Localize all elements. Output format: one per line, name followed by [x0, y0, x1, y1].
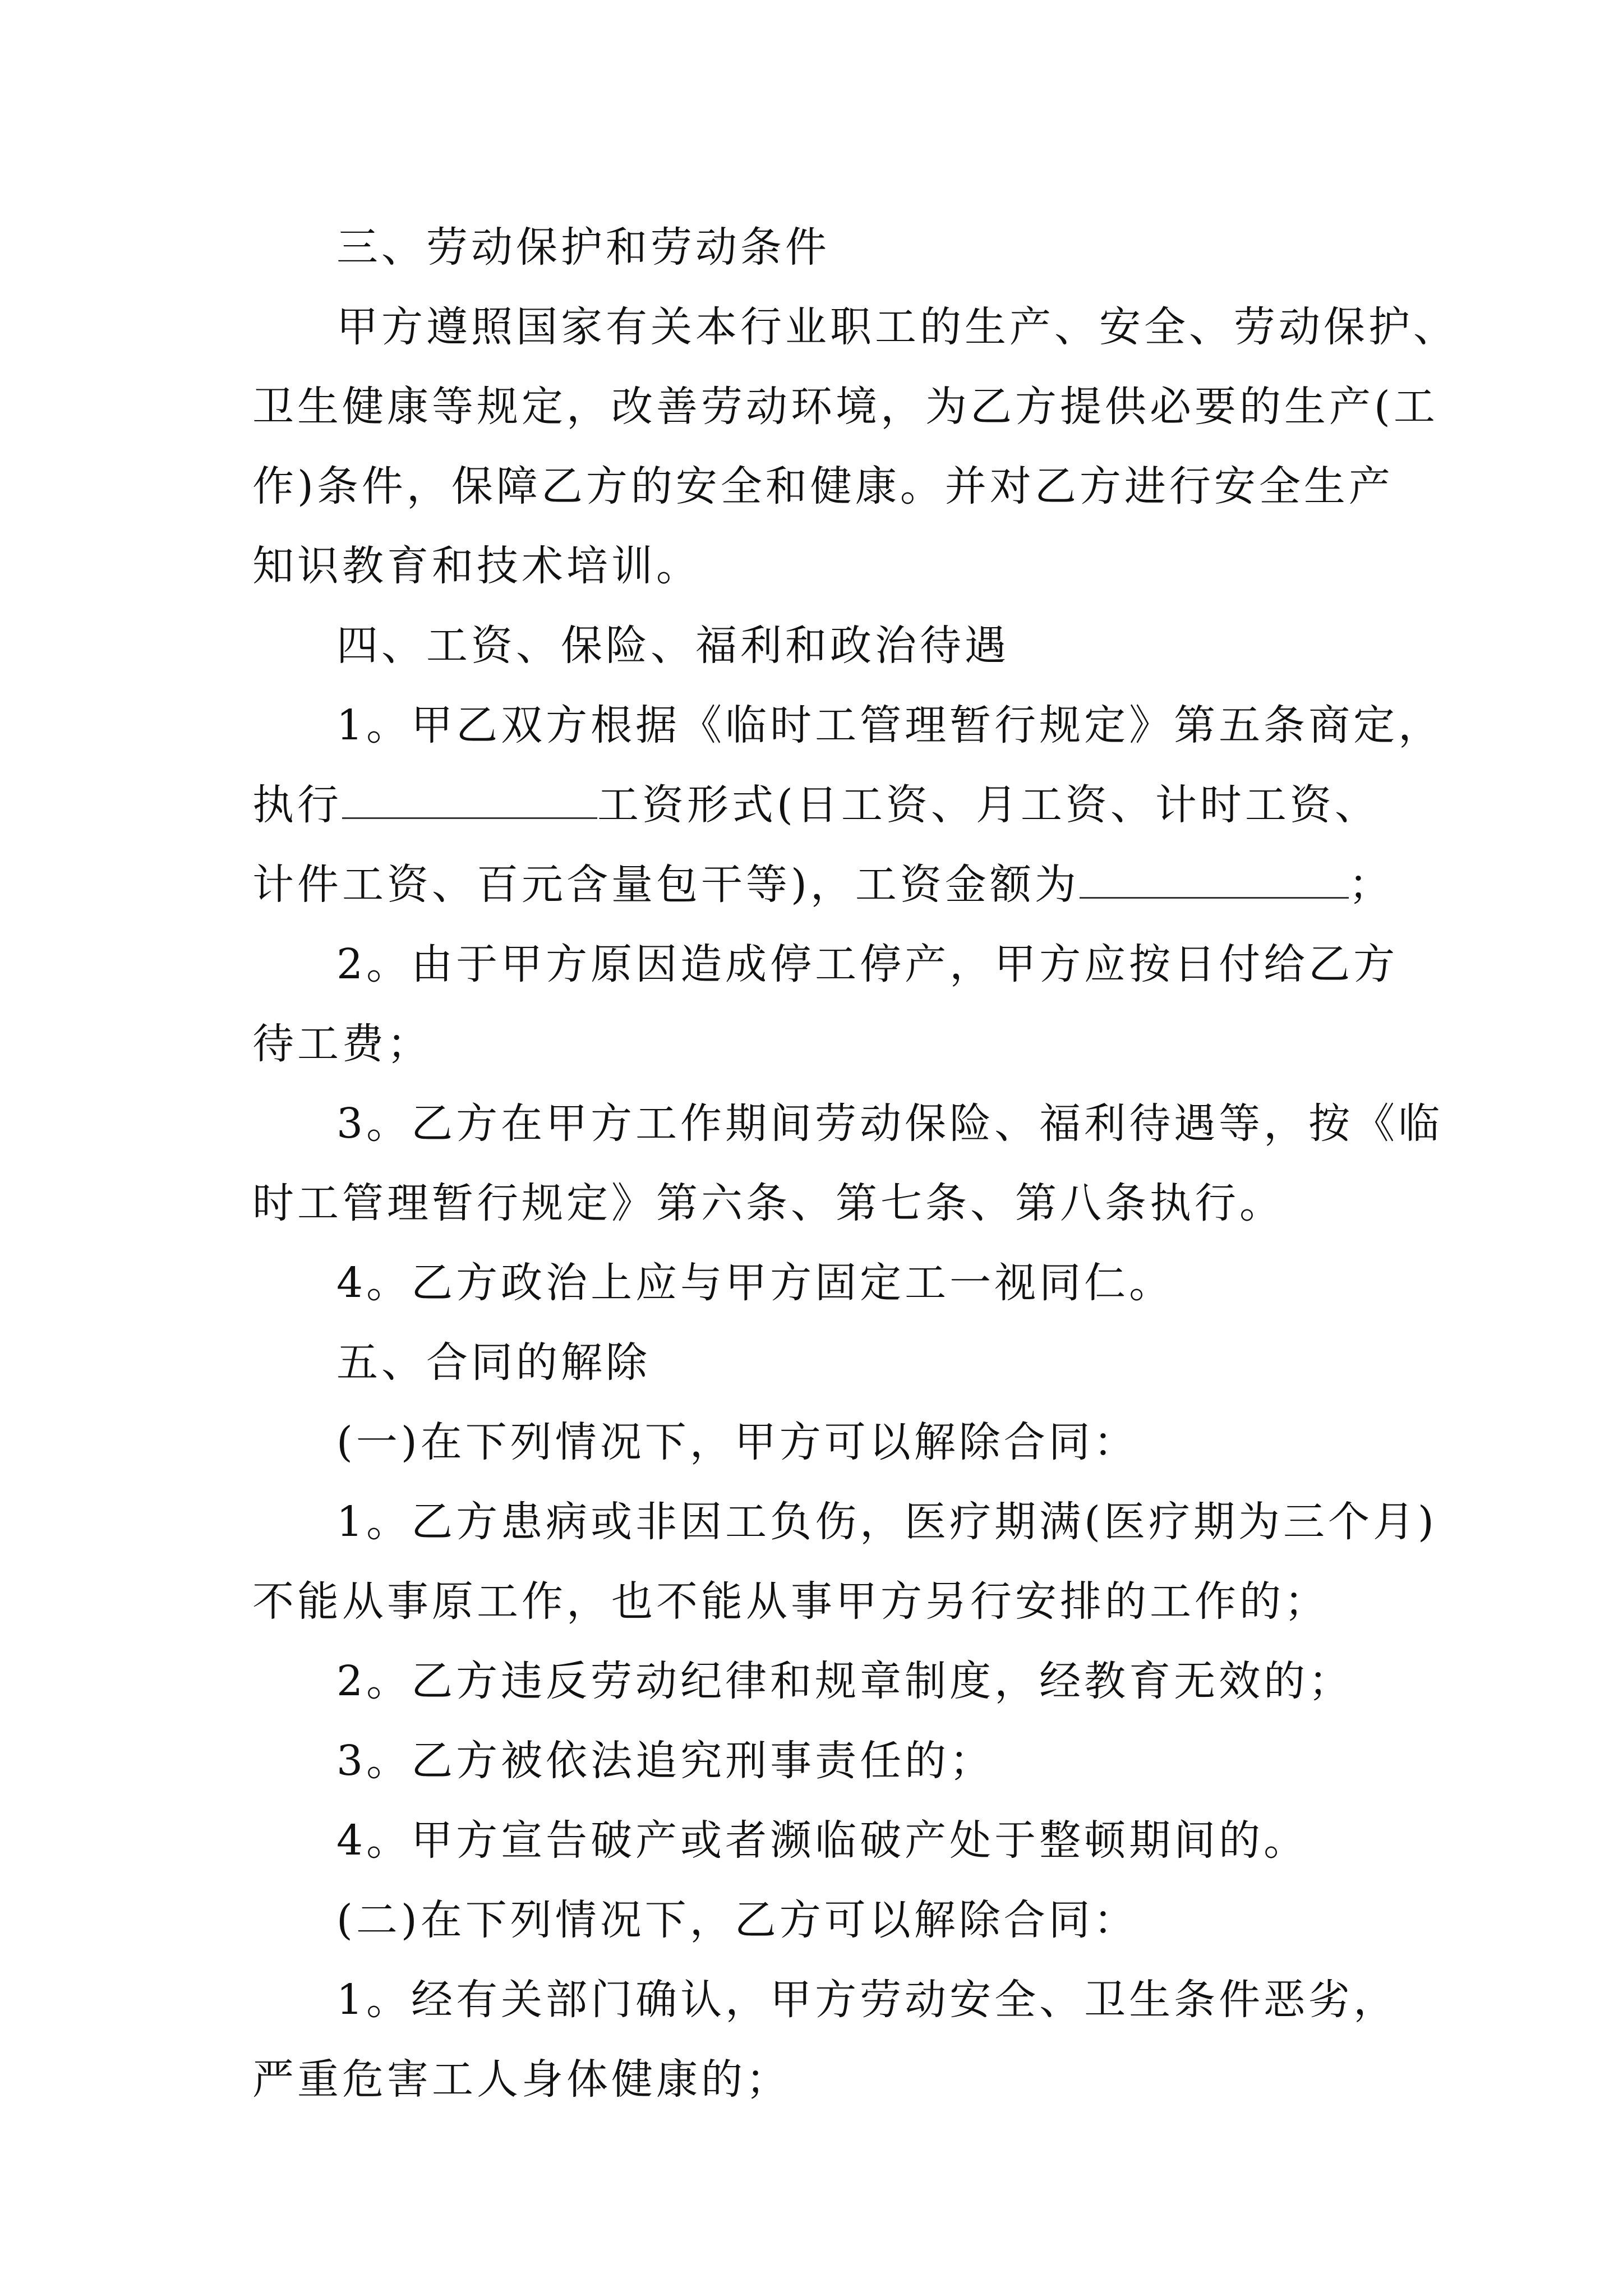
section-5-part-1-item-3: 3。乙方被依法追究刑事责任的； — [336, 1737, 995, 1785]
section-4-item-3-line-1: 3。乙方在甲方工作期间劳动保险、福利待遇等，按《临 — [336, 1099, 1444, 1148]
section-3-paragraph-line-2: 卫生健康等规定，改善劳动环境，为乙方提供必要的生产(工 — [252, 383, 1438, 431]
section-4-item-2-line-1: 2。由于甲方原因造成停工停产，甲方应按日付给乙方 — [336, 940, 1399, 988]
section-4-item-1-line-3 — [252, 845, 1396, 924]
section-4-item-1-line-1: 1。甲乙双方根据《临时工管理暂行规定》第五条商定， — [336, 701, 1444, 749]
section-4-item-1-line-3-prefix: 计件工资、百元含量包干等)，工资金额为 — [252, 861, 1080, 909]
section-3-paragraph-line-3: 作)条件，保障乙方的安全和健康。并对乙方进行安全生产 — [252, 462, 1394, 510]
section-5-part-2-item-1-line-2: 严重危害工人身体健康的； — [252, 2055, 791, 2104]
section-5-part-1-item-1-line-2: 不能从事原工作，也不能从事甲方另行安排的工作的； — [252, 1577, 1329, 1626]
section-3-paragraph-line-1: 甲方遵照国家有关本行业职工的生产、安全、劳动保护、 — [336, 303, 1458, 351]
section-4-item-3-line-2: 时工管理暂行规定》第六条、第七条、第八条执行。 — [252, 1179, 1284, 1227]
document-body — [252, 208, 1458, 2119]
section-5-part-1-heading: (一)在下列情况下，甲方可以解除合同： — [336, 1418, 1138, 1466]
section-4-item-1-line-2-prefix: 执行 — [252, 781, 342, 829]
section-5-part-1-item-4: 4。甲方宣告破产或者濒临破产处于整顿期间的。 — [336, 1816, 1309, 1865]
section-4-item-2-line-2: 待工费； — [252, 1020, 432, 1068]
section-3-paragraph-line-4: 知识教育和技术培训。 — [252, 542, 701, 590]
section-5-heading: 五、合同的解除 — [336, 1338, 651, 1387]
section-4-item-1-line-2-suffix: 工资形式(日工资、月工资、计时工资、 — [597, 781, 1380, 829]
section-4-heading: 四、工资、保险、福利和政治待遇 — [336, 622, 1009, 670]
wage-form-blank[interactable] — [342, 778, 597, 819]
wage-amount-blank[interactable] — [1080, 858, 1349, 899]
section-5-part-2-item-1-line-1: 1。经有关部门确认，甲方劳动安全、卫生条件恶劣， — [336, 1976, 1399, 2024]
section-5-part-1-item-2: 2。乙方违反劳动纪律和规章制度，经教育无效的； — [336, 1657, 1354, 1705]
section-4-item-1-line-2 — [252, 765, 1396, 845]
section-4-item-4: 4。乙方政治上应与甲方固定工一视同仁。 — [336, 1259, 1174, 1307]
section-5-part-2-heading: (二)在下列情况下，乙方可以解除合同： — [336, 1896, 1138, 1944]
section-5-part-1-item-1-line-1: 1。乙方患病或非因工负伤，医疗期满(医疗期为三个月) — [336, 1498, 1437, 1546]
section-3-heading: 三、劳动保护和劳动条件 — [336, 223, 830, 272]
section-4-item-1-line-3-suffix: ； — [1348, 861, 1394, 909]
